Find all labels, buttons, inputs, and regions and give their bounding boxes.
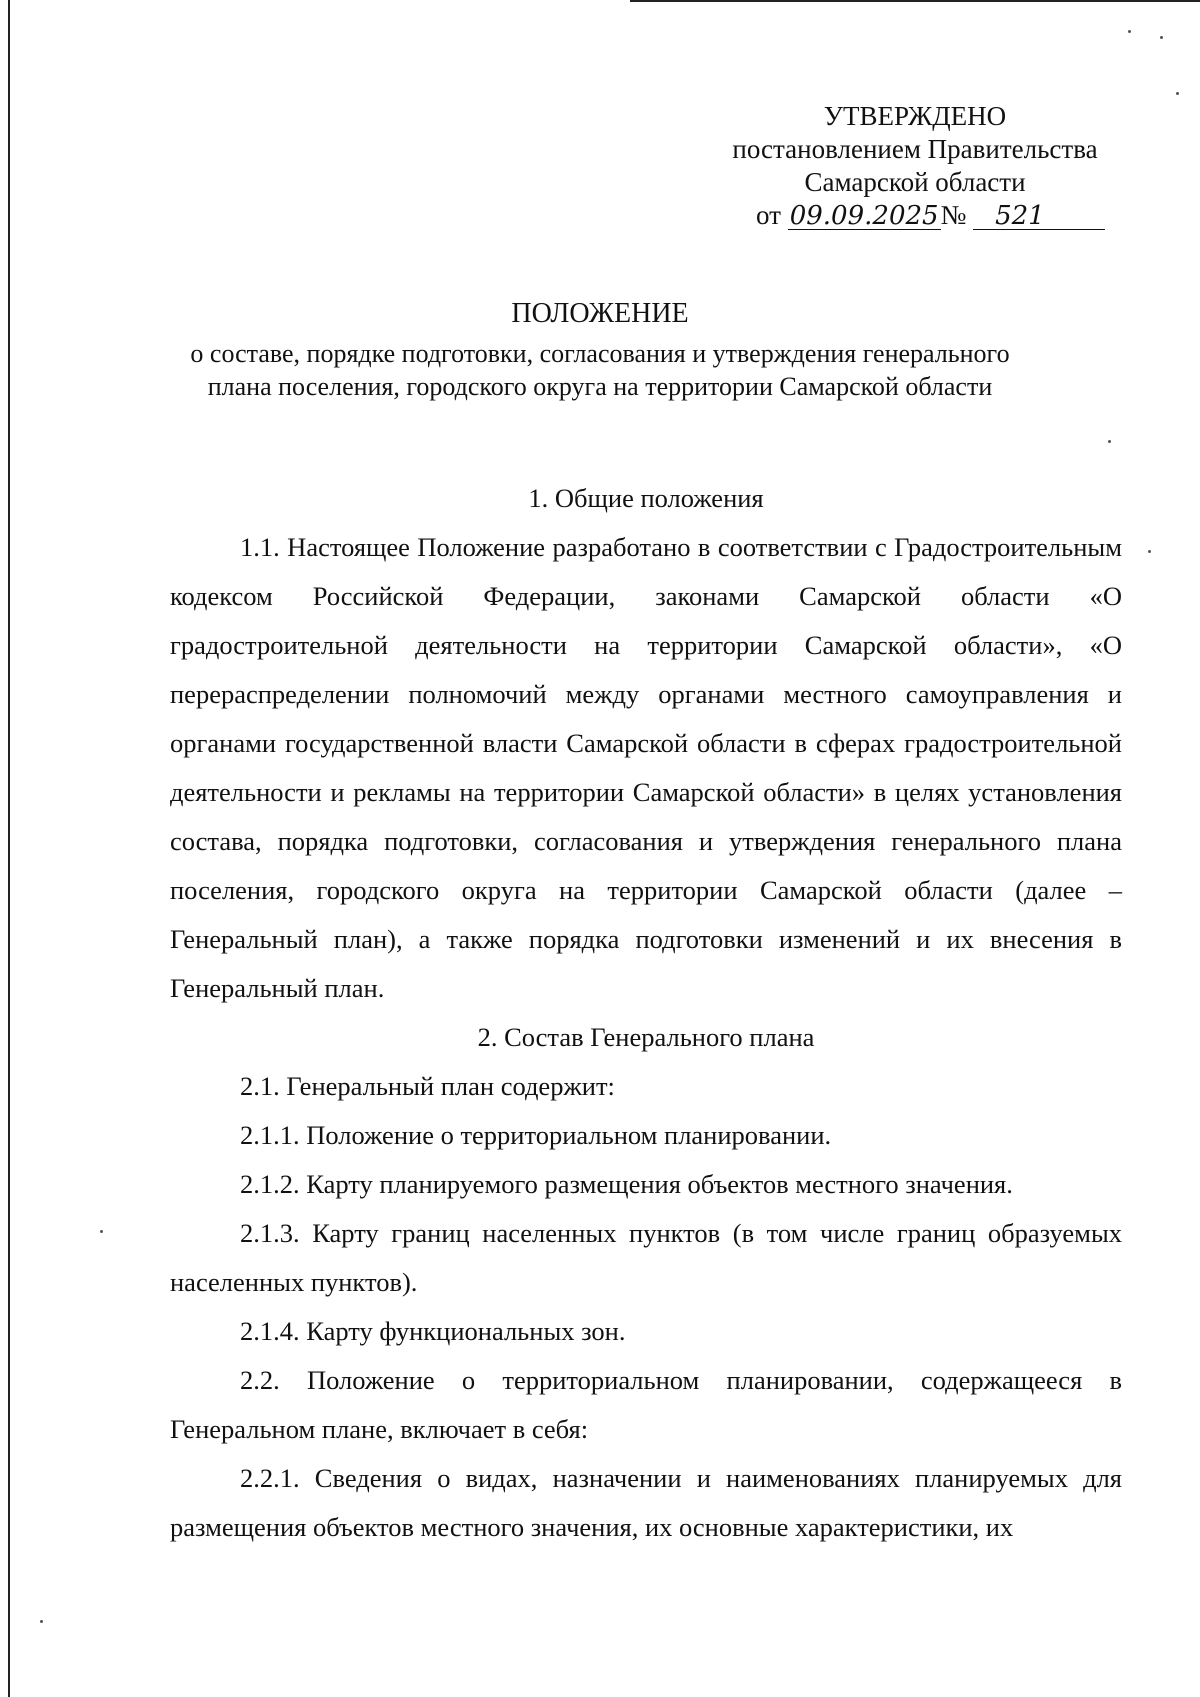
- document-body: [170, 474, 1122, 1552]
- section-2-heading: 2. Состав Генерального плана: [477, 1022, 815, 1052]
- scan-speck: [1176, 92, 1179, 95]
- date-prefix: от: [756, 200, 781, 230]
- paragraph-2-1-1: 2.1.1. Положение о территориальном планировании.: [240, 1120, 832, 1150]
- paragraph-2-1-4: 2.1.4. Карту функциональных зон.: [240, 1316, 626, 1346]
- scan-edge-left: [8, 0, 10, 1697]
- handwritten-number: 521: [973, 203, 1105, 230]
- paragraph-2-2: 2.2. Положение о территориальном планировании, содержащееся в Генеральном плане, включает в себя:: [170, 1365, 1122, 1444]
- scan-speck: [40, 1620, 43, 1623]
- scan-speck: [1160, 36, 1163, 39]
- number-sign: №: [940, 200, 967, 230]
- scan-speck: [1128, 30, 1131, 33]
- scan-edge-top: [630, 0, 1200, 2]
- document-subtitle: [150, 337, 1050, 403]
- document-title: ПОЛОЖЕНИЕ: [511, 298, 689, 329]
- scan-speck: [100, 1230, 103, 1233]
- paragraph-2-2-1: 2.2.1. Сведения о видах, назначении и наименованиях планируемых для размещения объектов местного значения, их основные характеристики, их: [170, 1463, 1122, 1542]
- scan-speck: [1148, 550, 1151, 553]
- section-1-heading: 1. Общие положения: [528, 483, 764, 513]
- approval-line-1: постановлением Правительства: [732, 134, 1098, 164]
- paragraph-2-1-2: 2.1.2. Карту планируемого размещения объектов местного значения.: [240, 1169, 1013, 1199]
- subtitle-line-2: плана поселения, городского округа на территории Самарской области: [207, 372, 993, 401]
- scan-speck: [1108, 440, 1111, 443]
- approval-stamp-block: [700, 100, 1130, 232]
- approved-label: УТВЕРЖДЕНО: [823, 101, 1007, 131]
- paragraph-2-1: 2.1. Генеральный план содержит:: [240, 1071, 615, 1101]
- paragraph-2-1-3: 2.1.3. Карту границ населенных пунктов (в том числе границ образуемых населенных пунктов).: [170, 1218, 1122, 1297]
- subtitle-line-1: о составе, порядке подготовки, согласования и утверждения генерального: [190, 339, 1010, 368]
- approval-date-line: [700, 199, 1130, 232]
- paragraph-1-1: 1.1. Настоящее Положение разработано в соответствии с Градостроительным кодексом Российской Федерации, законами Самарской области «О градостроительной деятельности на территории Самарской области», «О перераспределении полномочий между органами местного самоуправления и органами государственной власти Самарской области в сферах градостроительной деятельности и рекламы на территории Самарской области» в целях установления состава, порядка подготовки, согласования и утверждения генерального плана поселения, городского округа на территории Самарской области (далее – Генеральный план), а также порядка подготовки изменений и их внесения в Генеральный план.: [170, 532, 1122, 1003]
- handwritten-date: 09.09.2025: [789, 201, 939, 231]
- approval-line-2: Самарской области: [804, 167, 1026, 197]
